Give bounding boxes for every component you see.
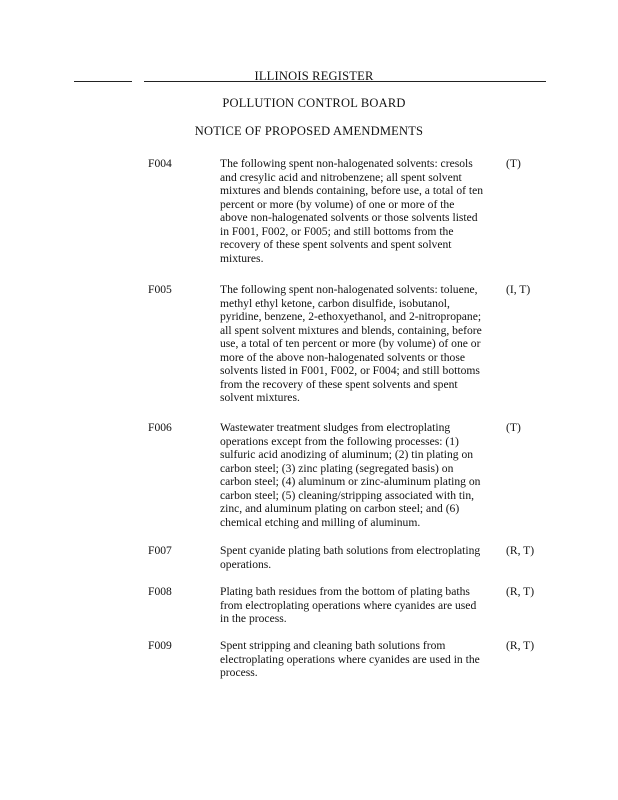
waste-code: F004 <box>148 157 172 170</box>
description-line: zinc, and aluminum plating on carbon steel; and (6) <box>220 502 460 516</box>
description-line: use, a total of ten percent or more (by volume) of one or <box>220 337 481 351</box>
description-line: solvents listed in F001, F002, or F004; and still bottoms <box>220 364 480 378</box>
description-line: mixtures and blends containing, before use, a total of ten <box>220 184 484 198</box>
description-line: chemical etching and milling of aluminum. <box>220 515 421 529</box>
description-line: carbon steel; (4) aluminum or zinc-aluminum plating on <box>220 475 481 489</box>
waste-description <box>220 421 504 529</box>
description-line: operations. <box>220 557 272 571</box>
description-line: above non-halogenated solvents or those solvents listed <box>220 211 478 225</box>
waste-code: F006 <box>148 421 172 434</box>
description-line: percent or more (by volume) of one or more of the <box>220 197 455 211</box>
description-line: in the process. <box>220 612 287 626</box>
description-line: from the recovery of these spent solvents and spent <box>220 377 458 391</box>
description-line: sulfuric acid anodizing of aluminum; (2) tin plating on <box>220 448 474 462</box>
waste-description <box>220 544 504 571</box>
notice-heading: NOTICE OF PROPOSED AMENDMENTS <box>194 124 424 138</box>
description-line: and cresylic acid and nitrobenzene; all spent solvent <box>220 170 462 184</box>
description-line: operations except from the following processes: (1) <box>220 434 459 448</box>
description-line: Spent cyanide plating bath solutions from electroplating <box>220 544 481 557</box>
description-line: from electroplating operations where cyanides are used <box>220 598 477 612</box>
description-line: solvent mixtures. <box>220 391 300 405</box>
register-title: ILLINOIS REGISTER <box>254 69 374 83</box>
waste-code: F007 <box>148 544 172 557</box>
description-line: carbon steel; (3) zinc plating (segregated basis) on <box>220 461 454 475</box>
description-line: in F001, F002, or F005; and still bottoms from the <box>220 224 454 238</box>
description-line: process. <box>220 666 258 680</box>
waste-code: F008 <box>148 585 172 598</box>
waste-code: F009 <box>148 639 172 652</box>
description-line: The following spent non-halogenated solvents: toluene, <box>220 283 478 296</box>
description-line: recovery of these spent solvents and spent solvent <box>220 238 452 252</box>
waste-code: F005 <box>148 283 172 296</box>
waste-description <box>220 585 504 626</box>
board-name: POLLUTION CONTROL BOARD <box>222 96 406 110</box>
description-line: mixtures. <box>220 251 264 265</box>
description-line: more of the above non-halogenated solvents or those <box>220 350 466 364</box>
description-line: Plating bath residues from the bottom of plating baths <box>220 585 470 598</box>
description-line: Spent stripping and cleaning bath solutions from <box>220 639 446 652</box>
description-line: pyridine, benzene, 2-ethoxyethanol, and 2-nitropropane; <box>220 310 482 324</box>
description-line: The following spent non-halogenated solvents: cresols <box>220 157 473 170</box>
hazard-code: (T) <box>506 421 521 434</box>
description-line: all spent solvent mixtures and blends, containing, before <box>220 323 482 337</box>
description-line: Wastewater treatment sludges from electroplating <box>220 421 451 434</box>
description-line: electroplating operations where cyanides are used in the <box>220 652 480 666</box>
description-line: methyl ethyl ketone, carbon disulfide, isobutanol, <box>220 296 450 310</box>
hazard-code: (R, T) <box>506 639 535 652</box>
hazard-code: (R, T) <box>506 544 535 557</box>
waste-description <box>220 283 504 405</box>
hazard-code: (R, T) <box>506 585 535 598</box>
waste-description <box>220 639 504 680</box>
waste-description <box>220 157 504 265</box>
hazard-code: (I, T) <box>506 283 531 296</box>
hazard-code: (T) <box>506 157 521 170</box>
description-line: carbon steel; (5) cleaning/stripping associated with tin, <box>220 488 475 502</box>
